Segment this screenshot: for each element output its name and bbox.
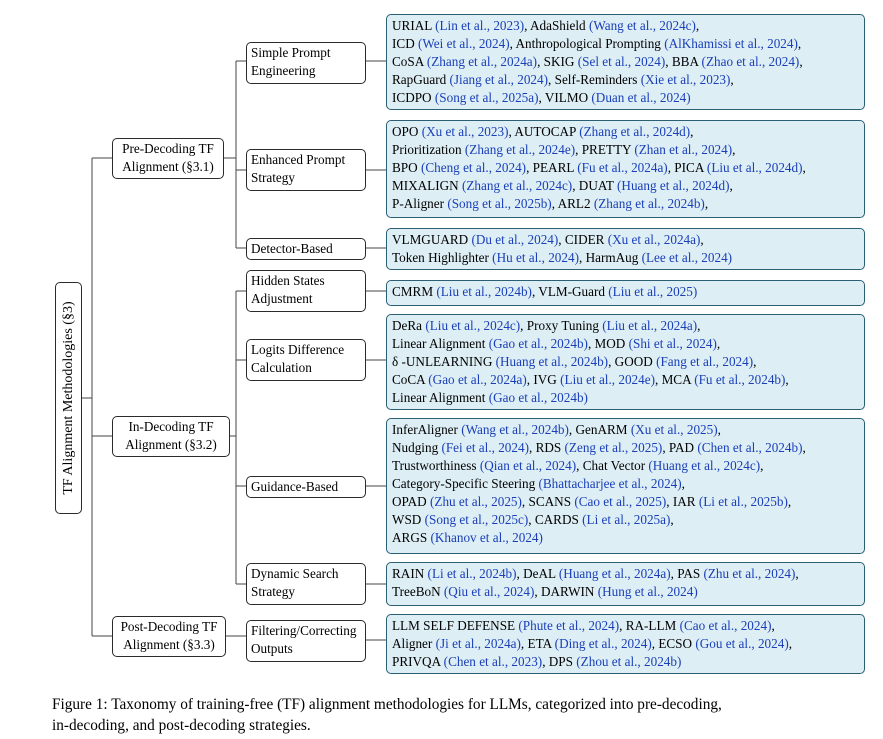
citation: (Huang et al., 2024a) (558, 566, 671, 581)
citation: (Li et al., 2024b) (427, 566, 517, 581)
method-name: , (716, 336, 721, 351)
citation: (Xu et al., 2025) (630, 422, 718, 437)
subcategory-hidden-states-adjustment-methods (386, 280, 865, 306)
method-line (392, 529, 859, 547)
category-in-decoding (112, 416, 230, 457)
method-line (392, 53, 859, 71)
category-post-decoding-line1: Post-Decoding TF (120, 619, 218, 634)
citation: (Du et al., 2024) (471, 232, 559, 247)
citation: (Xie et al., 2023) (640, 72, 731, 87)
method-name: Token Highlighter (392, 250, 493, 265)
subcategory-guidance-based (246, 476, 366, 498)
subcategory-guidance-based-methods (386, 418, 865, 554)
method-name: Prioritization (392, 142, 465, 157)
citation: (Zeng et al., 2025) (564, 440, 663, 455)
citation: (Huang et al., 2024d) (617, 178, 730, 193)
subcategory-simple-prompt-engineering-line1: Simple Prompt (251, 45, 331, 60)
method-name: RAIN (392, 566, 428, 581)
caption-line-2: in-decoding, and post-decoding strategies. (52, 717, 311, 734)
method-line (392, 635, 859, 653)
citation: (Wang et al., 2024c) (588, 18, 696, 33)
method-name: PRIVQA (392, 654, 444, 669)
category-post-decoding (112, 616, 226, 657)
citation: (Li et al., 2025a) (582, 512, 671, 527)
method-name: TreeBoN (392, 584, 444, 599)
method-name: , MCA (654, 372, 695, 387)
method-name: Category-Specific Steering (392, 476, 539, 491)
method-name: CoSA (392, 54, 427, 69)
method-name: , (681, 476, 685, 491)
method-name: , DPS (542, 654, 577, 669)
citation: (Zhang et al., 2024a) (426, 54, 538, 69)
method-name: , IAR (666, 494, 699, 509)
citation: (Duan et al., 2024) (591, 90, 691, 105)
citation: (Zhao et al., 2024) (701, 54, 800, 69)
method-name: OPAD (392, 494, 430, 509)
method-line (392, 457, 859, 475)
citation: (Fang et al., 2024) (656, 354, 754, 369)
method-line (392, 71, 859, 89)
method-line (392, 653, 859, 671)
citation: (Song et al., 2025a) (434, 90, 539, 105)
method-line (392, 493, 859, 511)
category-pre-decoding-line2: Alignment (§3.1) (122, 159, 214, 174)
subcategory-dynamic-search-strategy-line2: Strategy (251, 584, 295, 599)
method-name: δ -UNLEARNING (392, 354, 496, 369)
citation: (Qian et al., 2024) (479, 458, 577, 473)
method-name: , PICA (667, 160, 707, 175)
subcategory-hidden-states-adjustment-line2: Adjustment (251, 291, 313, 306)
citation: (Li et al., 2025b) (698, 494, 788, 509)
citation: (Liu et al., 2025) (608, 284, 698, 299)
method-name: , AUTOCAP (508, 124, 580, 139)
method-name: , (795, 566, 799, 581)
citation: (Cao et al., 2025) (574, 494, 667, 509)
method-line (392, 35, 859, 53)
citation: (Fu et al., 2024a) (577, 160, 668, 175)
citation: (AlKhamissi et al., 2024) (664, 36, 798, 51)
method-name: , ECSO (651, 636, 696, 651)
method-name: , (802, 160, 806, 175)
subcategory-detector-based-line1: Detector-Based (251, 241, 333, 256)
method-name: Aligner (392, 636, 436, 651)
method-line (392, 565, 859, 583)
method-name: , GenARM (568, 422, 631, 437)
citation: (Cheng et al., 2024) (420, 160, 527, 175)
category-pre-decoding (112, 138, 224, 179)
citation: (Hu et al., 2024) (492, 250, 579, 265)
method-name: , RDS (528, 440, 565, 455)
citation: (Song et al., 2025c) (424, 512, 529, 527)
method-name: , GOOD (608, 354, 657, 369)
subcategory-filtering-correcting (246, 620, 366, 662)
method-line (392, 249, 859, 267)
subcategory-logits-difference (246, 339, 366, 381)
method-name: , (717, 422, 721, 437)
method-name: , VLM-Guard (531, 284, 609, 299)
citation: (Wang et al., 2024b) (461, 422, 569, 437)
method-name: , PAD (662, 440, 698, 455)
method-name: , (753, 354, 757, 369)
subcategory-dynamic-search-strategy (246, 563, 366, 605)
method-line (392, 335, 859, 353)
citation: (Liu et al., 2024d) (706, 160, 803, 175)
method-name: LLM SELF DEFENSE (392, 618, 519, 633)
subcategory-guidance-based-line1: Guidance-Based (251, 479, 339, 494)
method-line (392, 177, 859, 195)
subcategory-logits-difference-line1: Logits Difference (251, 342, 345, 357)
method-name: , Self-Reminders (548, 72, 641, 87)
method-name: , CARDS (528, 512, 583, 527)
citation: (Cao et al., 2024) (679, 618, 772, 633)
figure-caption (52, 694, 878, 736)
method-line (392, 317, 859, 335)
citation: (Chen et al., 2023) (443, 654, 543, 669)
subcategory-detector-based-methods (386, 228, 865, 270)
subcategory-simple-prompt-engineering (246, 42, 366, 84)
method-name: ARGS (392, 530, 431, 545)
method-line (392, 389, 859, 407)
citation: (Xu et al., 2024a) (607, 232, 701, 247)
citation: (Sel et al., 2024) (577, 54, 666, 69)
subcategory-dynamic-search-strategy-methods (386, 562, 865, 606)
method-line (392, 141, 859, 159)
method-name: , (787, 494, 792, 509)
citation: (Shi et al., 2024) (628, 336, 717, 351)
method-name: , (670, 512, 674, 527)
method-name: , DeAL (516, 566, 559, 581)
method-name: , HarmAug (578, 250, 642, 265)
citation: (Liu et al., 2024e) (560, 372, 655, 387)
method-name: , SKIG (537, 54, 578, 69)
subcategory-enhanced-prompt-strategy-methods (386, 120, 865, 218)
method-name: , (760, 458, 764, 473)
method-line (392, 231, 859, 249)
method-name: , (730, 72, 734, 87)
subcategory-dynamic-search-strategy-line1: Dynamic Search (251, 566, 339, 581)
citation: (Zhang et al., 2024e) (464, 142, 576, 157)
root-node (55, 282, 82, 514)
subcategory-logits-difference-line2: Calculation (251, 360, 312, 375)
method-name: , AdaShield (524, 18, 589, 33)
method-name: , MOD (587, 336, 629, 351)
citation: (Huang et al., 2024c) (648, 458, 761, 473)
citation: (Liu et al., 2024a) (602, 318, 698, 333)
subcategory-logits-difference-methods (386, 314, 865, 410)
citation: (Song et al., 2025b) (447, 196, 552, 211)
citation: (Qiu et al., 2024) (443, 584, 535, 599)
method-line (392, 159, 859, 177)
method-name: , DARWIN (534, 584, 598, 599)
citation: (Huang et al., 2024b) (495, 354, 609, 369)
method-name: , RA-LLM (619, 618, 680, 633)
method-name: , VILMO (538, 90, 592, 105)
citation: (Gao et al., 2024b) (488, 336, 588, 351)
method-name: , (797, 36, 802, 51)
citation: (Bhattacharjee et al., 2024) (538, 476, 682, 491)
method-name: DeRa (392, 318, 426, 333)
method-name: , PRETTY (575, 142, 635, 157)
subcategory-enhanced-prompt-strategy-line2: Strategy (251, 170, 295, 185)
method-name: , (695, 18, 700, 33)
method-name: Linear Alignment (392, 390, 489, 405)
method-name: , ARL2 (551, 196, 594, 211)
citation: (Khanov et al., 2024) (430, 530, 543, 545)
method-name: , (690, 124, 694, 139)
method-name: BPO (392, 160, 421, 175)
method-line (392, 475, 859, 493)
method-name: Linear Alignment (392, 336, 489, 351)
citation: (Zhang et al., 2024b) (593, 196, 705, 211)
method-name: , (700, 232, 704, 247)
method-name: CoCA (392, 372, 429, 387)
method-line (392, 195, 859, 213)
caption-line-1: Figure 1: Taxonomy of training-free (TF) alignment methodologies for LLMs, categorized into pre-decoding, (52, 696, 722, 713)
method-name: , Anthropological Prompting (509, 36, 665, 51)
method-name: URIAL (392, 18, 436, 33)
subcategory-enhanced-prompt-strategy (246, 149, 366, 191)
method-line (392, 439, 859, 457)
method-name: RapGuard (392, 72, 450, 87)
method-name: , BBA (665, 54, 702, 69)
citation: (Zhu et al., 2024) (703, 566, 796, 581)
citation: (Gou et al., 2024) (695, 636, 789, 651)
subcategory-simple-prompt-engineering-methods (386, 14, 865, 110)
method-name: CMRM (392, 284, 437, 299)
method-line (392, 123, 859, 141)
method-name: , (799, 54, 803, 69)
method-name: P-Aligner (392, 196, 448, 211)
citation: (Hung et al., 2024) (597, 584, 698, 599)
method-name: , CIDER (558, 232, 608, 247)
category-in-decoding-line1: In-Decoding TF (128, 419, 214, 434)
subcategory-filtering-correcting-line2: Outputs (251, 641, 293, 656)
method-line (392, 353, 859, 371)
method-name: VLMGUARD (392, 232, 472, 247)
method-name: WSD (392, 512, 425, 527)
method-name: ICD (392, 36, 419, 51)
subcategory-filtering-correcting-methods (386, 614, 865, 674)
citation: (Chen et al., 2024b) (697, 440, 803, 455)
citation: (Lin et al., 2023) (435, 18, 525, 33)
method-line (392, 17, 859, 35)
method-line (392, 371, 859, 389)
citation: (Zhou et al., 2024b) (576, 654, 682, 669)
citation: (Lee et al., 2024) (641, 250, 733, 265)
method-name: , (785, 372, 789, 387)
method-name: , (732, 142, 736, 157)
category-pre-decoding-line1: Pre-Decoding TF (122, 141, 214, 156)
citation: (Zhang et al., 2024d) (579, 124, 691, 139)
method-name: ICDPO (392, 90, 435, 105)
citation: (Liu et al., 2024c) (425, 318, 521, 333)
subcategory-detector-based (246, 238, 366, 260)
method-name: MIXALIGN (392, 178, 462, 193)
method-line (392, 617, 859, 635)
method-name: , PEARL (526, 160, 578, 175)
citation: (Zhang et al., 2024c) (461, 178, 573, 193)
method-name: , (704, 196, 709, 211)
citation: (Fei et al., 2024) (441, 440, 529, 455)
method-name: , (788, 636, 793, 651)
method-name: , ETA (520, 636, 555, 651)
citation: (Gao et al., 2024a) (428, 372, 527, 387)
citation: (Ji et al., 2024a) (435, 636, 521, 651)
citation: (Wei et al., 2024) (418, 36, 510, 51)
method-name: , IVG (526, 372, 561, 387)
citation: (Ding et al., 2024) (554, 636, 652, 651)
subcategory-enhanced-prompt-strategy-line1: Enhanced Prompt (251, 152, 346, 167)
method-name: , PAS (670, 566, 704, 581)
category-in-decoding-line2: Alignment (§3.2) (125, 437, 217, 452)
subcategory-hidden-states-adjustment (246, 270, 366, 312)
root-label: TF Alignment Methodologies (§3) (60, 301, 76, 495)
method-line (392, 583, 859, 601)
citation: (Jiang et al., 2024) (449, 72, 549, 87)
method-name: , Proxy Tuning (520, 318, 603, 333)
method-line (392, 89, 859, 107)
category-post-decoding-line2: Alignment (§3.3) (123, 637, 215, 652)
citation: (Zhu et al., 2025) (430, 494, 522, 509)
citation: (Zhan et al., 2024) (634, 142, 733, 157)
method-line (392, 421, 859, 439)
method-name: OPO (392, 124, 422, 139)
method-name: , Chat Vector (576, 458, 649, 473)
citation: (Fu et al., 2024b) (694, 372, 786, 387)
method-line (392, 283, 859, 301)
method-name: Trustworthiness (392, 458, 480, 473)
method-name: InferAligner (392, 422, 462, 437)
method-name: , (771, 618, 775, 633)
citation: (Xu et al., 2023) (421, 124, 509, 139)
subcategory-filtering-correcting-line1: Filtering/Correcting (251, 623, 357, 638)
method-name: , (697, 318, 701, 333)
method-line (392, 511, 859, 529)
method-name: , SCANS (521, 494, 575, 509)
subcategory-simple-prompt-engineering-line2: Engineering (251, 63, 316, 78)
citation: (Gao et al., 2024b) (488, 390, 588, 405)
subcategory-hidden-states-adjustment-line1: Hidden States (251, 273, 325, 288)
citation: (Phute et al., 2024) (518, 618, 620, 633)
method-name: Nudging (392, 440, 442, 455)
method-name: , (802, 440, 806, 455)
citation: (Liu et al., 2024b) (436, 284, 532, 299)
method-name: , DUAT (572, 178, 618, 193)
method-name: , (729, 178, 733, 193)
